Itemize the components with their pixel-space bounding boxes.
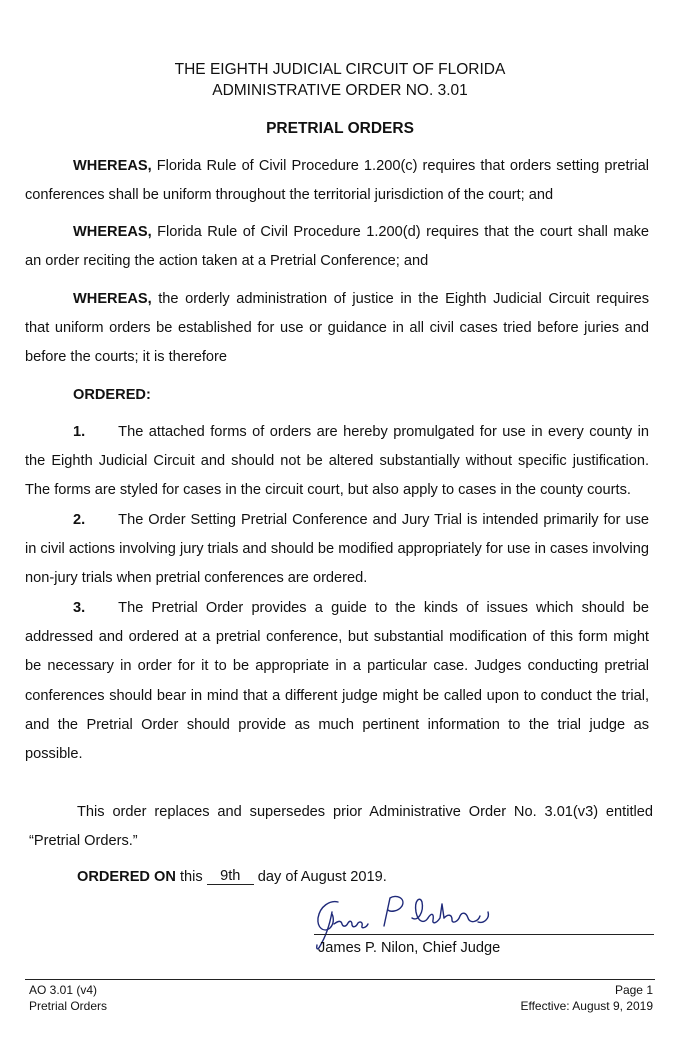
footer-page-number: Page 1 bbox=[614, 983, 653, 997]
ordered-on-label: ORDERED ON bbox=[77, 869, 176, 885]
day-fill-in: 9th bbox=[207, 868, 254, 885]
whereas-label: WHEREAS, bbox=[73, 291, 152, 307]
footer-order-title: Pretrial Orders bbox=[29, 999, 108, 1013]
court-name-heading: THE EIGHTH JUDICIAL CIRCUIT OF FLORIDA bbox=[174, 61, 506, 78]
ordered-item-3 bbox=[25, 594, 649, 769]
ordered-on-rest: day of August 2019. bbox=[253, 869, 387, 885]
item-text: The attached forms of orders are hereby promulgated for use in every county in the Eighth Judicial Circuit and should not be altered substantially without specific justification. The forms are styled for cases in the circuit court, but also apply to cases in the county courts. bbox=[25, 424, 649, 499]
whereas-label: WHEREAS, bbox=[73, 224, 152, 240]
item-number: 2. bbox=[73, 512, 86, 528]
whereas-text: the orderly administration of justice in the Eighth Judicial Circuit requires that uniform orders be established for use or guidance in all civil cases tried before juries and before the courts; it is therefore bbox=[25, 291, 649, 366]
ordered-label: ORDERED: bbox=[73, 387, 151, 403]
whereas-paragraph-2 bbox=[25, 218, 649, 276]
footer-order-version: AO 3.01 (v4) bbox=[29, 983, 98, 997]
ordered-on-line bbox=[77, 866, 387, 888]
signer-name: James P. Nilon, Chief Judge bbox=[318, 940, 501, 956]
whereas-text: Florida Rule of Civil Procedure 1.200(d) requires that the court shall make an order reciting the action taken at a Pretrial Conference; and bbox=[25, 224, 649, 270]
ordered-item-2 bbox=[25, 506, 649, 594]
ordered-on-this: this bbox=[175, 869, 207, 885]
whereas-text: Florida Rule of Civil Procedure 1.200(c) requires that orders setting pretrial conferences shall be uniform throughout the territorial jurisdiction of the court; and bbox=[25, 158, 649, 204]
footer-divider bbox=[25, 979, 655, 980]
supersedes-text: This order replaces and supersedes prior Administrative Order No. 3.01(v3) entitled “Pretrial Orders.” bbox=[29, 804, 653, 849]
item-number: 1. bbox=[73, 424, 86, 440]
item-text: The Order Setting Pretrial Conference and Jury Trial is intended primarily for use in civil actions involving jury trials and should be modified appropriately for use in cases involving non-jury trials when pretrial conferences are ordered. bbox=[25, 512, 649, 587]
footer-effective-date: Effective: August 9, 2019 bbox=[520, 999, 653, 1013]
whereas-paragraph-3 bbox=[25, 285, 649, 373]
item-text: The Pretrial Order provides a guide to the kinds of issues which should be addressed and ordered at a pretrial conference, but substantial modification of this form might be necessary in order for it to be appropriate in a particular case. Judges conducting pretrial conferences should bear in mind that a different judge might be called upon to conduct the trial, and the Pretrial Order should provide as much pertinent information to the trial judge as possible. bbox=[25, 600, 649, 763]
ordered-item-1 bbox=[25, 418, 649, 506]
supersedes-paragraph bbox=[29, 798, 653, 856]
item-number: 3. bbox=[73, 600, 86, 616]
whereas-label: WHEREAS, bbox=[73, 158, 152, 174]
whereas-paragraph-1 bbox=[25, 152, 649, 210]
order-number-heading: ADMINISTRATIVE ORDER NO. 3.01 bbox=[212, 82, 468, 99]
signature-line bbox=[314, 934, 654, 935]
order-subtitle: PRETRIAL ORDERS bbox=[266, 120, 414, 137]
